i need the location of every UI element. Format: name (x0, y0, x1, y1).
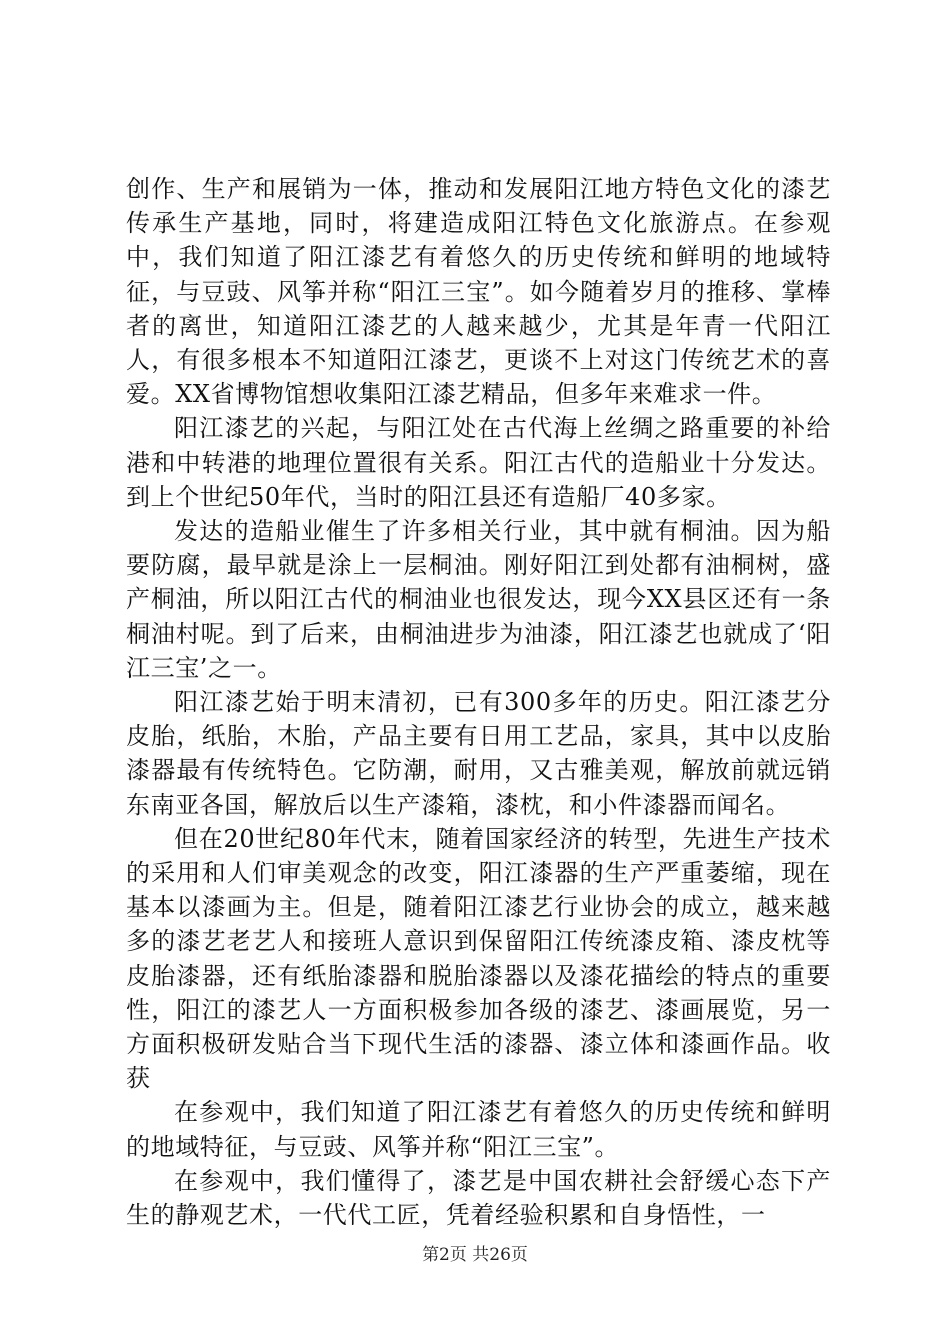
paragraph: 阳江漆艺始于明末清初，已有300多年的历史。阳江漆艺分皮胎，纸胎，木胎，产品主要有日用工艺品，家具，其中以皮胎漆器最有传统特色。它防潮，耐用，又古雅美观，解放前就远销东南亚各国，解放后以生产漆箱，漆枕，和小件漆器而闻名。 (126, 688, 831, 819)
paragraph: 但在20世纪80年代末，随着国家经济的转型，先进生产技术的采用和人们审美观念的改变，阳江漆器的生产严重萎缩，现在基本以漆画为主。但是，随着阳江漆艺行业协会的成立，越来越多的漆艺老艺人和接班人意识到保留阳江传统漆皮箱、漆皮枕等皮胎漆器，还有纸胎漆器和脱胎漆器以及漆花描绘的特点的重要性，阳江的漆艺人一方面积极参加各级的漆艺、漆画展览，另一方面积极研发贴合当下现代生活的漆器、漆立体和漆画作品。收获 (126, 824, 831, 1093)
paragraph: 阳江漆艺的兴起，与阳江处在古代海上丝绸之路重要的补给港和中转港的地理位置很有关系。阳江古代的造船业十分发达。到上个世纪50年代，当时的阳江县还有造船厂40多家。 (126, 414, 831, 511)
paragraph: 发达的造船业催生了许多相关行业，其中就有桐油。因为船要防腐，最早就是涂上一层桐油。刚好阳江到处都有油桐树，盛产桐油，所以阳江古代的桐油业也很发达，现今XX县区还有一条桐油村呢。到了后来，由桐油进步为油漆，阳江漆艺也就成了‘阳江三宝’之一。 (126, 517, 831, 682)
paragraph: 在参观中，我们知道了阳江漆艺有着悠久的历史传统和鲜明的地域特征，与豆豉、风筝并称“阳江三宝”。 (126, 1098, 831, 1161)
paragraph-continued: 创作、生产和展销为一体，推动和发展阳江地方特色文化的漆艺传承生产基地，同时，将建造成阳江特色文化旅游点。在参观中，我们知道了阳江漆艺有着悠久的历史传统和鲜明的地域特征，与豆豉、风筝并称“阳江三宝”。如今随着岁月的推移、掌棒者的离世，知道阳江漆艺的人越来越少，尤其是年青一代阳江人，有很多根本不知道阳江漆艺，更谈不上对这门传统艺术的喜爱。XX省博物馆想收集阳江漆艺精品，但多年来难求一件。 (126, 175, 831, 409)
document-body (126, 172, 831, 1232)
page-number-footer: 第2页 共26页 (422, 1245, 528, 1265)
paragraph: 在参观中，我们懂得了，漆艺是中国农耕社会舒缓心态下产生的静观艺术，一代代工匠，凭着经验积累和自身悟性，一 (126, 1166, 831, 1230)
